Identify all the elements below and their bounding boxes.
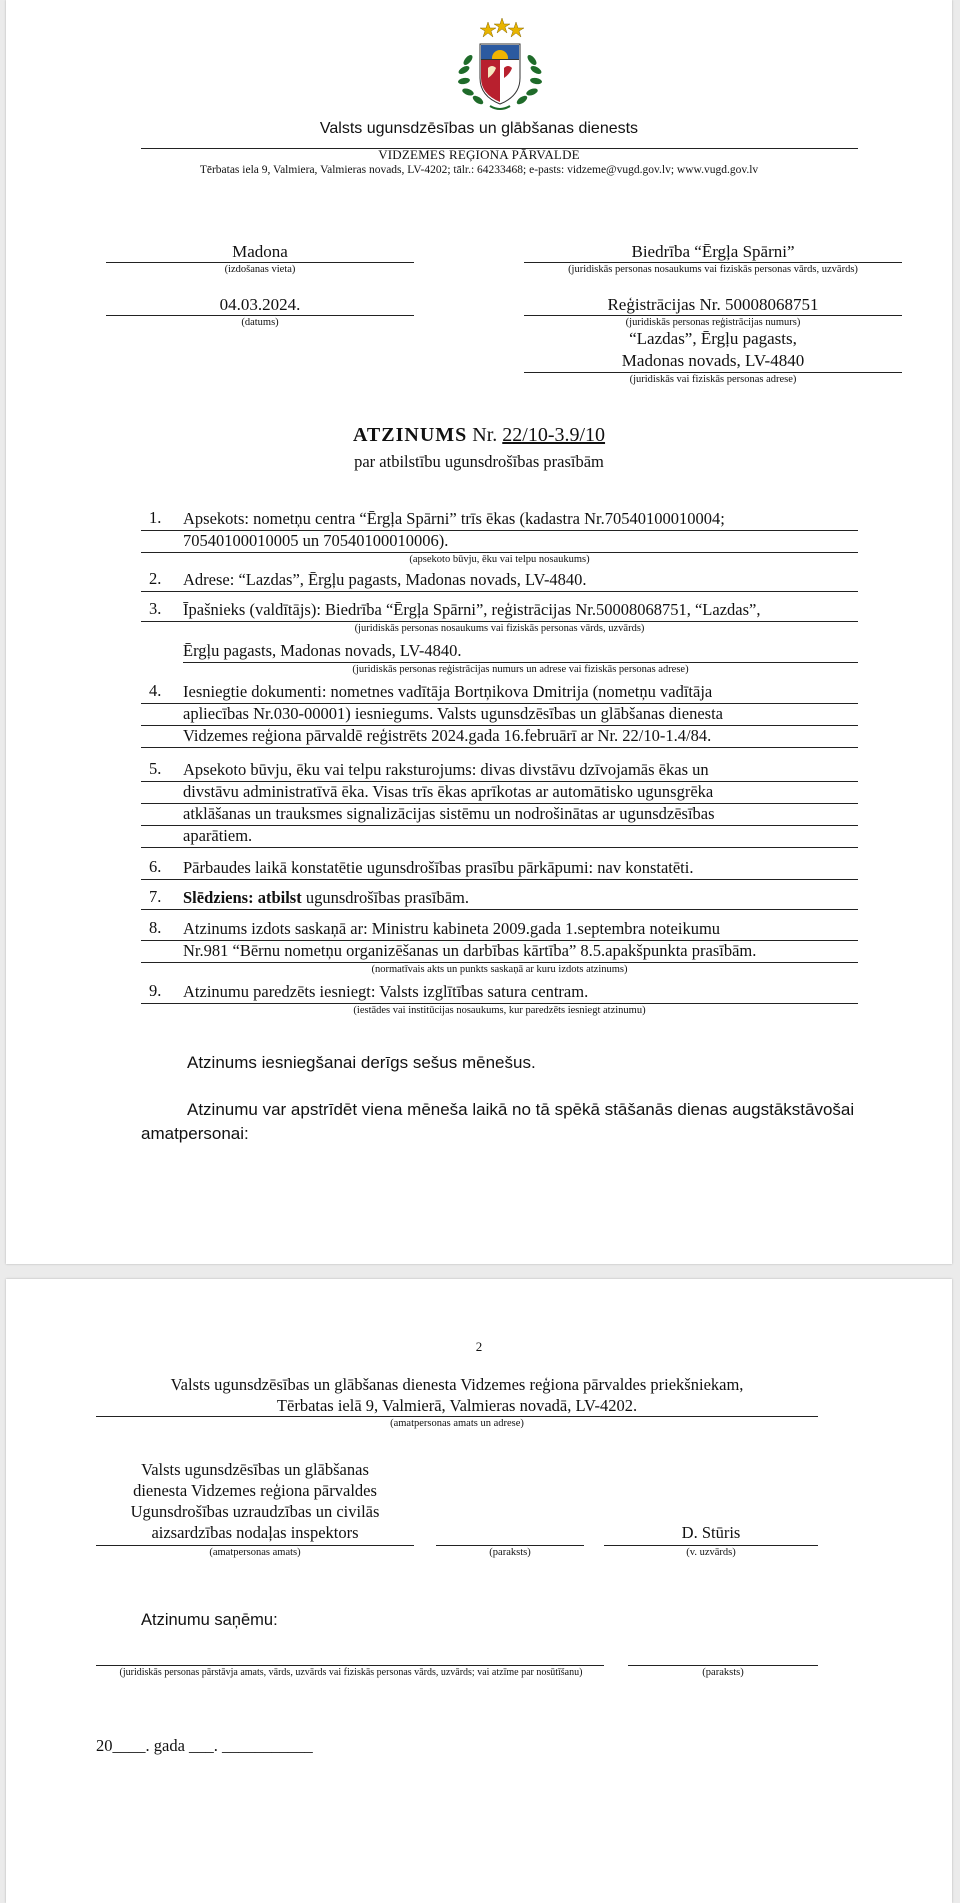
official-title-line-4: aizsardzības nodaļas inspektors [151,1523,359,1542]
item-7-number: 7. [149,887,162,906]
appeal-text-line-2: amatpersonai: [141,1124,249,1143]
title-nr-label: Nr. [472,424,498,446]
date-value: 04.03.2024. [219,295,301,314]
date-line [106,315,414,316]
superior-line-1: Valsts ugunsdzēsības un glābšanas dienesta Vidzemes reģiona pārvaldes priekšniekam, [170,1375,744,1394]
document-title [6,424,952,447]
registration-line [524,315,902,316]
item-6-number: 6. [149,857,162,876]
official-caption: (amatpersonas amats) [209,1547,301,1558]
rule [141,747,858,748]
item-4-line-1: Iesniegtie dokumenti: nometnes vadītāja Bortņikova Dmitrija (nometņu vadītāja [183,682,713,701]
place-line [106,262,414,263]
item-2-line-1: Adrese: “Lazdas”, Ērgļu pagasts, Madonas novads, LV-4840. [183,570,587,589]
recipient-value: Biedrība “Ērgļa Spārni” [631,242,795,261]
recipient-line [524,262,902,263]
place-caption: (izdošanas vieta) [224,264,296,275]
contact-info: Tērbatas iela 9, Valmiera, Valmieras novads, LV-4202; tālr.: 64233468; e-pasts: vidzeme@vugd.gov.lv; www.vugd.gov.lv [199,164,759,176]
item-5-line-1: Apsekoto būvju, ēku vai telpu raksturojums: divas divstāvu dzīvojamās ēkas un [183,760,709,779]
address-line [524,372,902,373]
item-1-caption: (apsekoto būvju, ēku vai telpu nosaukums) [409,554,590,565]
registration-caption: (juridiskās personas reģistrācijas numurs) [625,317,801,328]
latvia-coat-of-arms-icon [448,16,552,114]
rule [141,591,858,592]
item-1-number: 1. [149,508,162,527]
item-4-line-3: Vidzemes reģiona pārvaldē reģistrēts 2024.gada 16.februārī ar Nr. 22/10-1.4/84. [183,726,712,745]
receipt-date: 20____. gada ___. ___________ [96,1736,313,1755]
item-1-line-2: 70540100010005 un 70540100010006). [183,531,449,550]
item-3-number: 3. [149,599,162,618]
item-3-line-1: Īpašnieks (valdītājs): Biedrība “Ērgļa Spārni”, reģistrācijas Nr.50008068751, “Lazdas”, [183,600,761,619]
item-8-line-1: Atzinums izdots saskaņā ar: Ministru kabineta 2009.gada 1.septembra noteikumu [183,919,721,938]
official-title-line-2: dienesta Vidzemes reģiona pārvaldes [133,1481,377,1500]
address-caption: (juridiskās vai fiziskās personas adrese) [629,374,797,385]
rule [183,662,858,663]
rule [96,1416,818,1417]
item-9-line-1: Atzinumu paredzēts iesniegt: Valsts izglītības satura centram. [183,982,589,1001]
official-title [96,1459,414,1543]
region-name: VIDZEMES REĢIONA PĀRVALDE [378,147,580,162]
receiver-line [96,1665,604,1666]
date-caption: (datums) [241,317,279,328]
superior-caption: (amatpersonas amats un adrese) [390,1418,524,1429]
item-1-line-1: Apsekots: nometņu centra “Ērgļa Spārni” trīs ēkas (kadastra Nr.70540100010004; [183,509,725,528]
official-name: D. Stūris [681,1523,741,1542]
rule [141,621,858,622]
signature-line [436,1545,584,1546]
agency-name: Valsts ugunsdzēsības un glābšanas dienests [319,120,639,137]
place-value: Madona [232,242,288,261]
item-5-line-2: divstāvu administratīvā ēka. Visas trīs ēkas aprīkotas ar automātisko ugunsgrēka [183,782,714,801]
item-7-line-1 [183,887,469,909]
received-label: Atzinumu saņēmu: [141,1611,278,1629]
page-number: 2 [475,1339,483,1354]
document-subtitle: par atbilstību ugunsdrošības prasībām [354,452,604,471]
document-page-2 [6,1279,952,1903]
official-title-line-3: Ugunsdrošības uzraudzības un civilās [130,1502,380,1521]
rule [604,1545,818,1546]
item-5-line-3: atklāšanas un trauksmes signalizācijas sistēmu un nodrošinātas ar ugunsdzēsības [183,804,715,823]
item-3-caption-2: (juridiskās personas reģistrācijas numurs un adrese vai fiziskās personas adrese) [352,664,689,675]
item-6-line-1: Pārbaudes laikā konstatētie ugunsdrošības prasību pārkāpumi: nav konstatēti. [183,858,694,877]
rule [141,879,858,880]
item-2-number: 2. [149,569,162,588]
title-main: ATZINUMS [352,424,468,446]
item-5-number: 5. [149,759,162,778]
rule [96,1545,414,1546]
document-page-1 [6,0,952,1264]
rule [141,847,858,848]
validity-text: Atzinums iesniegšanai derīgs sešus mēnešus. [187,1053,536,1072]
rule [141,552,858,553]
item-3-line-2: Ērgļu pagasts, Madonas novads, LV-4840. [183,641,462,660]
item-9-number: 9. [149,981,162,1000]
item-4-number: 4. [149,681,162,700]
address-line-2: Madonas novads, LV-4840 [621,351,805,370]
rule [141,962,858,963]
address-line-1: “Lazdas”, Ērgļu pagasts, [629,329,797,348]
signature-caption: (paraksts) [489,1547,531,1558]
item-8-number: 8. [149,918,162,937]
superior-line-2: Tērbatas ielā 9, Valmierā, Valmieras novadā, LV-4202. [276,1396,638,1415]
receiver-caption: (juridiskās personas pārstāvja amats, vārds, uzvārds vai fiziskās personas vārds, uzvārds; vai atzīme par nosūtīšanu) [119,1667,583,1678]
item-8-caption: (normatīvais akts un punkts saskaņā ar kuru izdots atzinums) [371,964,628,975]
item-3-caption: (juridiskās personas nosaukums vai fiziskās personas vārds, uzvārds) [354,623,645,634]
official-title-line-1: Valsts ugunsdzēsības un glābšanas [141,1460,369,1479]
rule [141,909,858,910]
item-7-rest: ugunsdrošības prasībām. [301,888,469,907]
item-7-conclusion: Slēdziens: atbilst [183,888,302,907]
receiver-signature-caption: (paraksts) [702,1667,744,1678]
appeal-text-line-1: Atzinumu var apstrīdēt viena mēneša laikā no tā spēkā stāšanās dienas augstākstāvošai [187,1100,855,1119]
item-9-caption: (iestādes vai institūcijas nosaukums, kur paredzēts iesniegt atzinumu) [353,1005,646,1016]
registration-value: Reģistrācijas Nr. 50008068751 [607,295,819,314]
item-4-line-2: apliecības Nr.030-00001) iesniegums. Valsts ugunsdzēsības un glābšanas dienesta [183,704,723,723]
rule [141,1003,858,1004]
item-5-line-4: aparātiem. [183,826,253,845]
receiver-signature-line [628,1665,818,1666]
name-caption: (v. uzvārds) [686,1547,736,1558]
item-8-line-2: Nr.981 “Bērnu nometņu organizēšanas un darbības kārtība” 8.5.apakšpunkta prasībām. [183,941,757,960]
recipient-caption: (juridiskās personas nosaukums vai fiziskās personas vārds, uzvārds) [568,264,858,275]
title-number: 22/10-3.9/10 [502,424,606,446]
